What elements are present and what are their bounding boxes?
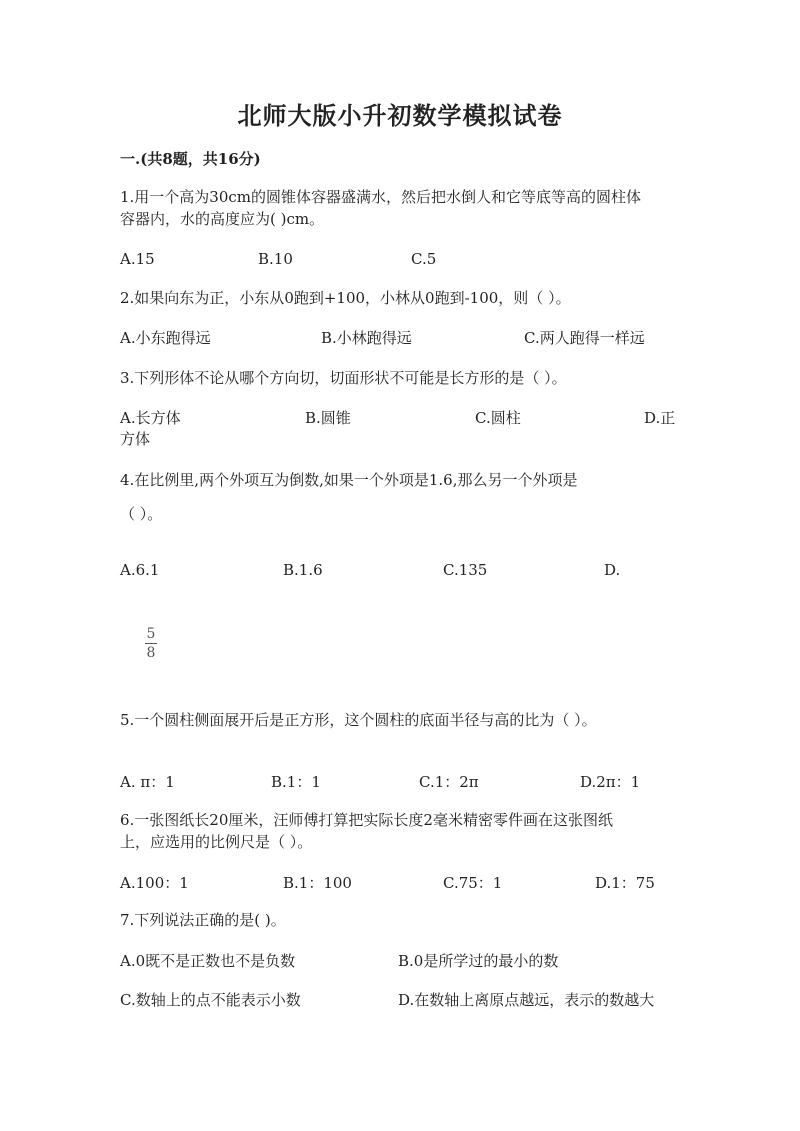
question-6-line-2: 上，应选用的比例尺是（ ）。 xyxy=(120,833,313,851)
question-7-option-b: B.0是所学过的最小的数 xyxy=(398,952,559,970)
question-5-option-a: A. π：1 xyxy=(120,773,175,791)
question-7-text: 7.下列说法正确的是( )。 xyxy=(120,911,286,929)
question-1-option-c: C.5 xyxy=(411,250,437,268)
question-7-option-d: D.在数轴上离原点越远，表示的数越大 xyxy=(398,991,655,1009)
question-7-option-a: A.0既不是正数也不是负数 xyxy=(120,952,296,970)
question-5-text: 5.一个圆柱侧面展开后是正方形，这个圆柱的底面半径与高的比为（ ）。 xyxy=(120,711,597,729)
question-6-option-a: A.100：1 xyxy=(120,874,189,892)
question-6-option-c: C.75：1 xyxy=(443,874,503,892)
question-1-text xyxy=(120,186,641,230)
fraction-numerator: 5 xyxy=(146,626,156,642)
question-5-option-d: D.2π：1 xyxy=(580,773,641,791)
question-3-option-a: A.长方体 xyxy=(120,409,181,427)
question-6-line-1: 6.一张图纸长20厘米，汪师傅打算把实际长度2毫米精密零件画在这张图纸 xyxy=(120,811,613,829)
question-4-line-2: （ ）。 xyxy=(120,505,163,523)
page-title: 北师大版小升初数学模拟试卷 xyxy=(237,101,563,130)
question-4-option-b: B.1.6 xyxy=(283,561,323,579)
question-2-option-c: C.两人跑得一样远 xyxy=(524,329,645,347)
question-1-line-1: 1.用一个高为30cm的圆锥体容器盛满水，然后把水倒人和它等底等高的圆柱体 xyxy=(120,188,642,206)
question-4-fraction xyxy=(145,626,157,661)
fraction-bar xyxy=(145,643,157,644)
question-6-option-b: B.1：100 xyxy=(283,874,352,892)
question-1-option-a: A.15 xyxy=(120,250,155,268)
question-2-text: 2.如果向东为正，小东从0跑到+100，小林从0跑到-100，则（ ）。 xyxy=(120,289,571,307)
question-5-option-b: B.1：1 xyxy=(271,773,321,791)
question-6-text xyxy=(120,809,613,853)
question-3-option-b: B.圆锥 xyxy=(305,409,351,427)
question-4-option-c: C.135 xyxy=(443,561,488,579)
question-4-line-1: 4.在比例里,两个外项互为倒数,如果一个外项是1.6,那么另一个外项是 xyxy=(120,471,578,489)
question-4-option-a: A.6.1 xyxy=(120,561,160,579)
question-5-option-c: C.1：2π xyxy=(419,773,479,791)
question-2-option-b: B.小林跑得远 xyxy=(321,329,412,347)
question-3-option-d-wrap: 方体 xyxy=(120,430,151,448)
question-7-option-c: C.数轴上的点不能表示小数 xyxy=(120,991,301,1009)
question-4-option-d: D. xyxy=(604,561,621,579)
section-heading: 一.(共8题，共16分) xyxy=(120,150,261,168)
question-1-line-2: 容器内，水的高度应为( )cm。 xyxy=(120,210,325,228)
question-3-text: 3.下列形体不论从哪个方向切，切面形状不可能是长方形的是（ ）。 xyxy=(120,369,567,387)
question-3-option-c: C.圆柱 xyxy=(475,409,521,427)
question-2-option-a: A.小东跑得远 xyxy=(120,329,211,347)
question-1-option-b: B.10 xyxy=(258,250,293,268)
question-3-option-d: D.正 xyxy=(644,409,676,427)
question-6-option-d: D.1：75 xyxy=(595,874,655,892)
fraction-denominator: 8 xyxy=(146,645,156,661)
